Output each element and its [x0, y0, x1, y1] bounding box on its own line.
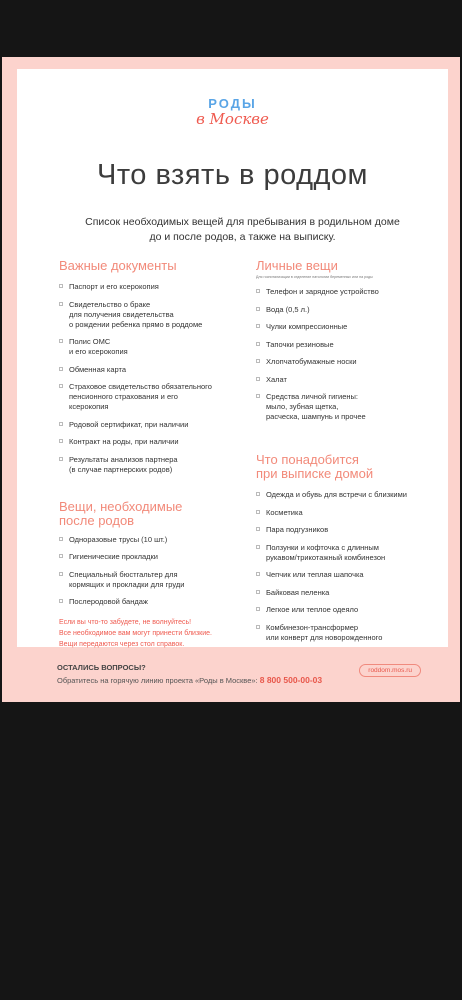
checkbox-icon[interactable] [59, 422, 63, 426]
checkbox-icon[interactable] [59, 302, 63, 306]
checklist-item-line: Контракт на роды, при наличии [69, 437, 179, 446]
logo [17, 97, 448, 127]
personal-subtitle: Для госпитализации в отделение патологии беременных или на роды [256, 275, 373, 279]
checklist-item[interactable] [256, 357, 446, 367]
checklist-item-line: Хлопчатобумажные носки [266, 357, 357, 366]
checklist-item-line: Гигиенические прокладки [69, 552, 158, 561]
checklist-item-line: Одноразовые трусы (10 шт.) [69, 534, 168, 544]
checklist-item-line: мыло, зубная щетка, [266, 402, 339, 411]
note-line-3: Вещи передаются через стол справок. [59, 641, 185, 648]
logo-bottom-text: в Москве [196, 110, 269, 128]
checkbox-icon[interactable] [256, 545, 260, 549]
checklist-item[interactable] [59, 365, 229, 375]
checklist-item-line: Специальный бюстгальтер для [69, 569, 178, 579]
checklist-item-line: Послеродовой бандаж [69, 597, 148, 606]
after-birth-list [59, 535, 229, 608]
checklist-item-line: кормящих и прокладки для груди [69, 579, 185, 589]
checklist-item-line: Чулки компрессионные [266, 322, 348, 331]
checklist-item[interactable] [256, 490, 446, 500]
personal-list [256, 287, 446, 422]
checkbox-icon[interactable] [256, 492, 260, 496]
checkbox-icon[interactable] [59, 457, 63, 461]
checklist-item[interactable] [256, 305, 446, 315]
discharge-title [256, 453, 446, 481]
checklist-item[interactable] [59, 535, 229, 545]
checkbox-icon[interactable] [256, 324, 260, 328]
checklist-item[interactable] [59, 420, 229, 430]
checklist-item-line: о рождении ребенка прямо в роддоме [69, 319, 203, 329]
subtitle-line-2: до и после родов, а также на выписку. [149, 231, 336, 243]
note-text [59, 617, 229, 650]
checklist-item[interactable] [59, 300, 229, 330]
checklist-item-line: Родовой сертификат, при наличии [69, 419, 189, 429]
right-column [256, 259, 446, 650]
checklist-item-line: Комбинезон-трансформер [266, 622, 359, 632]
footer-phone[interactable]: 8 800 500-00-03 [259, 675, 323, 685]
checklist-item-line: Свидетельство о браке [69, 299, 151, 309]
checklist-item[interactable] [256, 392, 446, 422]
checklist-item[interactable] [256, 570, 446, 580]
checklist-item-line: Телефон и зарядное устройство [266, 287, 379, 296]
checkbox-icon[interactable] [256, 289, 260, 293]
checklist-item[interactable] [256, 322, 446, 332]
note-line-1: Если вы что-то забудете, не волнуйтесь! [59, 619, 192, 626]
checkbox-icon[interactable] [256, 572, 260, 576]
checklist-item[interactable] [59, 282, 229, 292]
discharge-title-line-1: Что понадобится [256, 452, 359, 467]
checkbox-icon[interactable] [256, 342, 260, 346]
discharge-title-line-2: при выписке домой [256, 466, 374, 481]
documents-title: Важные документы [59, 258, 177, 273]
checkbox-icon[interactable] [59, 572, 63, 576]
checklist-item-line: Средства личной гигиены: [266, 392, 359, 401]
checklist-item[interactable] [256, 543, 446, 563]
checklist-item[interactable] [59, 597, 229, 607]
checklist-sheet [2, 57, 460, 702]
checklist-item[interactable] [59, 382, 229, 412]
checkbox-icon[interactable] [59, 439, 63, 443]
checklist-item-line: Халат [266, 374, 287, 384]
site-link[interactable]: roddom.mos.ru [359, 664, 421, 677]
checkbox-icon[interactable] [256, 510, 260, 514]
checkbox-icon[interactable] [256, 359, 260, 363]
discharge-list [256, 490, 446, 643]
checklist-item[interactable] [59, 552, 229, 562]
checklist-item-line: рукавом/трикотажный комбинезон [266, 552, 386, 562]
after-birth-title [59, 500, 229, 528]
after-birth-title-line-1: Вещи, необходимые [59, 498, 183, 514]
checklist-item-line: Тапочки резиновые [266, 339, 334, 349]
checklist-item-line: Чепчик или теплая шапочка [266, 570, 364, 579]
subtitle-line-1: Список необходимых вещей для пребывания в родильном доме [85, 216, 400, 228]
checkbox-icon[interactable] [59, 284, 63, 288]
checklist-item[interactable] [59, 455, 229, 475]
after-birth-title-line-2: после родов [59, 512, 135, 528]
checklist-item[interactable] [256, 375, 446, 385]
checkbox-icon[interactable] [256, 377, 260, 381]
checkbox-icon[interactable] [256, 394, 260, 398]
checklist-card [17, 69, 448, 647]
footer-hotline-text: Обратитесь на горячую линию проекта «Роды в Москве»: [57, 676, 258, 685]
checkbox-icon[interactable] [256, 527, 260, 531]
checkbox-icon[interactable] [256, 625, 260, 629]
footer-question: ОСТАЛИСЬ ВОПРОСЫ? [57, 663, 146, 672]
documents-list [59, 282, 229, 475]
checklist-item[interactable] [59, 337, 229, 357]
checklist-item[interactable] [256, 340, 446, 350]
checkbox-icon[interactable] [256, 307, 260, 311]
checklist-item-line: Результаты анализов партнера [69, 454, 178, 464]
checklist-item[interactable] [59, 570, 229, 590]
checklist-item-line: Паспорт и его ксерокопия [69, 282, 159, 291]
checklist-item[interactable] [256, 588, 446, 598]
checkbox-icon[interactable] [59, 367, 63, 371]
checkbox-icon[interactable] [59, 384, 63, 388]
checklist-item-line: Байковая пеленка [266, 587, 330, 597]
checklist-item[interactable] [256, 508, 446, 518]
checkbox-icon[interactable] [59, 537, 63, 541]
page-title: Что взять в роддом [97, 159, 368, 191]
checklist-item-line: Обменная карта [69, 364, 127, 374]
checklist-item-line: Пара подгузников [266, 525, 329, 534]
checklist-item[interactable] [256, 287, 446, 297]
checkbox-icon[interactable] [59, 599, 63, 603]
logo-top-text: РОДЫ [208, 96, 257, 111]
personal-title: Личные вещи [256, 258, 338, 273]
left-column [59, 259, 229, 650]
note-line-2: Все необходимое вам могут принести близкие. [59, 630, 212, 637]
checklist-item-line: Легкое или теплое одеяло [266, 605, 359, 614]
checkbox-icon[interactable] [256, 607, 260, 611]
checkbox-icon[interactable] [59, 554, 63, 558]
checklist-item-line: Одежда и обувь для встречи с близкими [266, 490, 407, 499]
checklist-item-line: и его ксерокопия [69, 347, 128, 356]
checklist-item-line: Страховое свидетельство обязательного [69, 382, 212, 391]
checklist-item-line: Косметика [266, 507, 303, 517]
checklist-item-line: Полис ОМС [69, 337, 111, 346]
checklist-item-line: для получения свидетельства [69, 309, 174, 319]
checklist-item-line: Ползунки и кофточка с длинным [266, 542, 379, 552]
checklist-item-line: пенсионного страхования и его [69, 392, 178, 401]
checklist-item[interactable] [256, 605, 446, 615]
page-subtitle [67, 215, 418, 245]
checklist-item-line: или конверт для новорожденного [266, 632, 383, 642]
checkbox-icon[interactable] [59, 339, 63, 343]
checklist-item[interactable] [256, 525, 446, 535]
checklist-item[interactable] [256, 623, 446, 643]
checklist-item-line: Вода (0,5 л.) [266, 304, 310, 314]
checklist-item-line: (в случае партнерских родов) [69, 464, 173, 474]
checklist-item[interactable] [59, 437, 229, 447]
checkbox-icon[interactable] [256, 590, 260, 594]
checklist-item-line: расческа, шампунь и прочее [266, 412, 366, 421]
checklist-item-line: ксерокопия [69, 402, 109, 411]
